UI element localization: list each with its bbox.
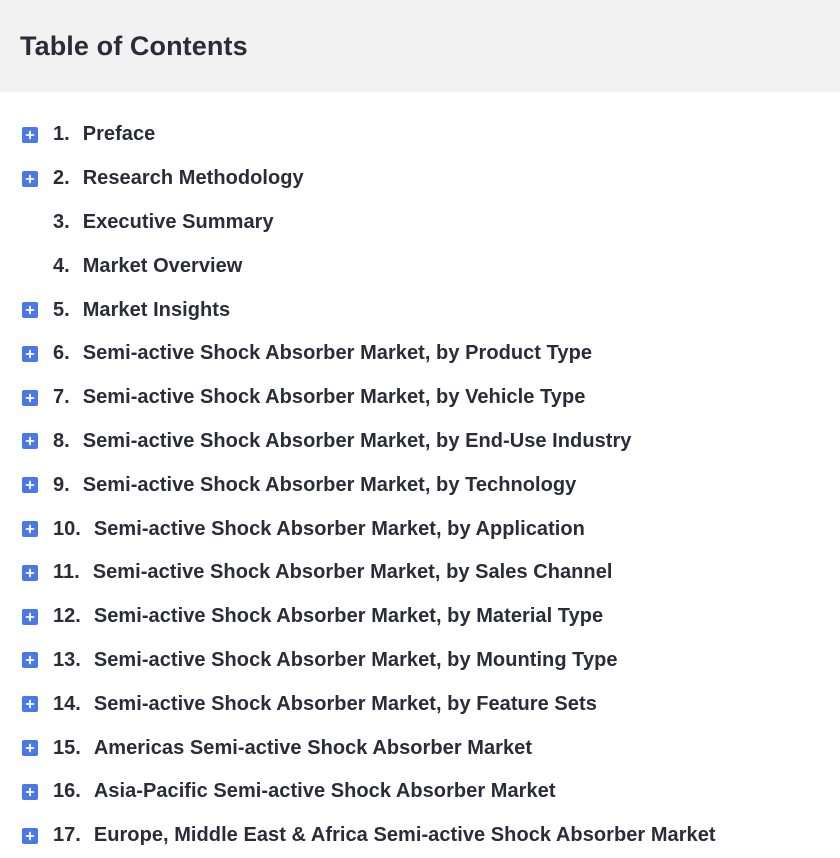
toc-item-label[interactable]: Americas Semi-active Shock Absorber Market <box>93 736 533 759</box>
toc-item-label[interactable]: Semi-active Shock Absorber Market, by Sales Channel <box>92 561 613 584</box>
toc-item-label[interactable]: Market Overview <box>82 254 243 277</box>
toc-item-label[interactable]: Semi-active Shock Absorber Market, by Technology <box>82 473 577 496</box>
toc-item-17[interactable] <box>0 814 840 858</box>
plus-square-icon[interactable] <box>22 390 38 406</box>
toc-item-label[interactable]: Asia-Pacific Semi-active Shock Absorber Market <box>93 780 556 803</box>
plus-square-icon[interactable] <box>22 346 38 362</box>
plus-square-icon[interactable] <box>22 477 38 493</box>
plus-square-icon[interactable] <box>22 302 38 318</box>
plus-square-icon[interactable] <box>22 565 38 581</box>
toc-item-2[interactable] <box>0 157 840 201</box>
toc-item-label[interactable]: Preface <box>82 123 156 146</box>
toc-item-label[interactable]: Europe, Middle East & Africa Semi-active Shock Absorber Market <box>93 824 716 847</box>
toc-item-number: 6. <box>53 342 70 365</box>
toc-header <box>0 0 840 92</box>
toc-item-12[interactable] <box>0 595 840 639</box>
toc-item-number: 1. <box>53 123 70 146</box>
toc-item-number: 5. <box>53 298 70 321</box>
toc-item-15[interactable] <box>0 726 840 770</box>
plus-square-icon[interactable] <box>22 521 38 537</box>
toc-item-number: 3. <box>53 210 70 233</box>
toc-item-5[interactable] <box>0 288 840 332</box>
toc-item-3[interactable] <box>0 201 840 245</box>
plus-square-icon[interactable] <box>22 740 38 756</box>
plus-square-icon[interactable] <box>22 609 38 625</box>
toc-item-number: 11. <box>53 561 80 584</box>
toc-item-number: 2. <box>53 167 70 190</box>
toc-item-16[interactable] <box>0 770 840 814</box>
toc-item-7[interactable] <box>0 376 840 420</box>
plus-square-icon[interactable] <box>22 433 38 449</box>
toc-item-number: 10. <box>53 517 81 540</box>
toc-item-number: 13. <box>53 648 81 671</box>
toc-item-11[interactable] <box>0 551 840 595</box>
toc-item-13[interactable] <box>0 639 840 683</box>
toc-item-6[interactable] <box>0 332 840 376</box>
plus-square-icon[interactable] <box>22 828 38 844</box>
toc-item-14[interactable] <box>0 682 840 726</box>
toc-item-label[interactable]: Research Methodology <box>82 167 304 190</box>
toc-item-label[interactable]: Semi-active Shock Absorber Market, by Application <box>93 517 585 540</box>
toc-item-8[interactable] <box>0 420 840 464</box>
plus-square-icon[interactable] <box>22 784 38 800</box>
toc-item-number: 9. <box>53 473 70 496</box>
plus-square-icon[interactable] <box>22 652 38 668</box>
plus-square-icon[interactable] <box>22 171 38 187</box>
toc-item-number: 12. <box>53 605 81 628</box>
toc-item-1[interactable] <box>0 113 840 157</box>
toc-item-number: 15. <box>53 736 81 759</box>
toc-item-label[interactable]: Semi-active Shock Absorber Market, by End-Use Industry <box>82 429 632 452</box>
toc-item-4[interactable] <box>0 244 840 288</box>
toc-item-number: 17. <box>53 824 81 847</box>
toc-item-label[interactable]: Semi-active Shock Absorber Market, by Product Type <box>82 342 593 365</box>
toc-item-label[interactable]: Semi-active Shock Absorber Market, by Feature Sets <box>93 692 597 715</box>
toc-item-9[interactable] <box>0 463 840 507</box>
toc-item-number: 4. <box>53 254 70 277</box>
plus-square-icon[interactable] <box>22 127 38 143</box>
toc-item-number: 16. <box>53 780 81 803</box>
toc-item-label[interactable]: Market Insights <box>82 298 231 321</box>
toc-item-label[interactable]: Semi-active Shock Absorber Market, by Material Type <box>93 605 604 628</box>
toc-title: Table of Contents <box>20 30 248 61</box>
toc-item-number: 8. <box>53 429 70 452</box>
toc-item-label[interactable]: Semi-active Shock Absorber Market, by Vehicle Type <box>82 386 586 409</box>
toc-item-number: 14. <box>53 692 81 715</box>
toc-item-10[interactable] <box>0 507 840 551</box>
plus-square-icon[interactable] <box>22 696 38 712</box>
toc-item-label[interactable]: Semi-active Shock Absorber Market, by Mounting Type <box>93 648 618 671</box>
toc-item-number: 7. <box>53 386 70 409</box>
toc-item-label[interactable]: Executive Summary <box>82 210 274 233</box>
toc-list <box>0 92 840 858</box>
